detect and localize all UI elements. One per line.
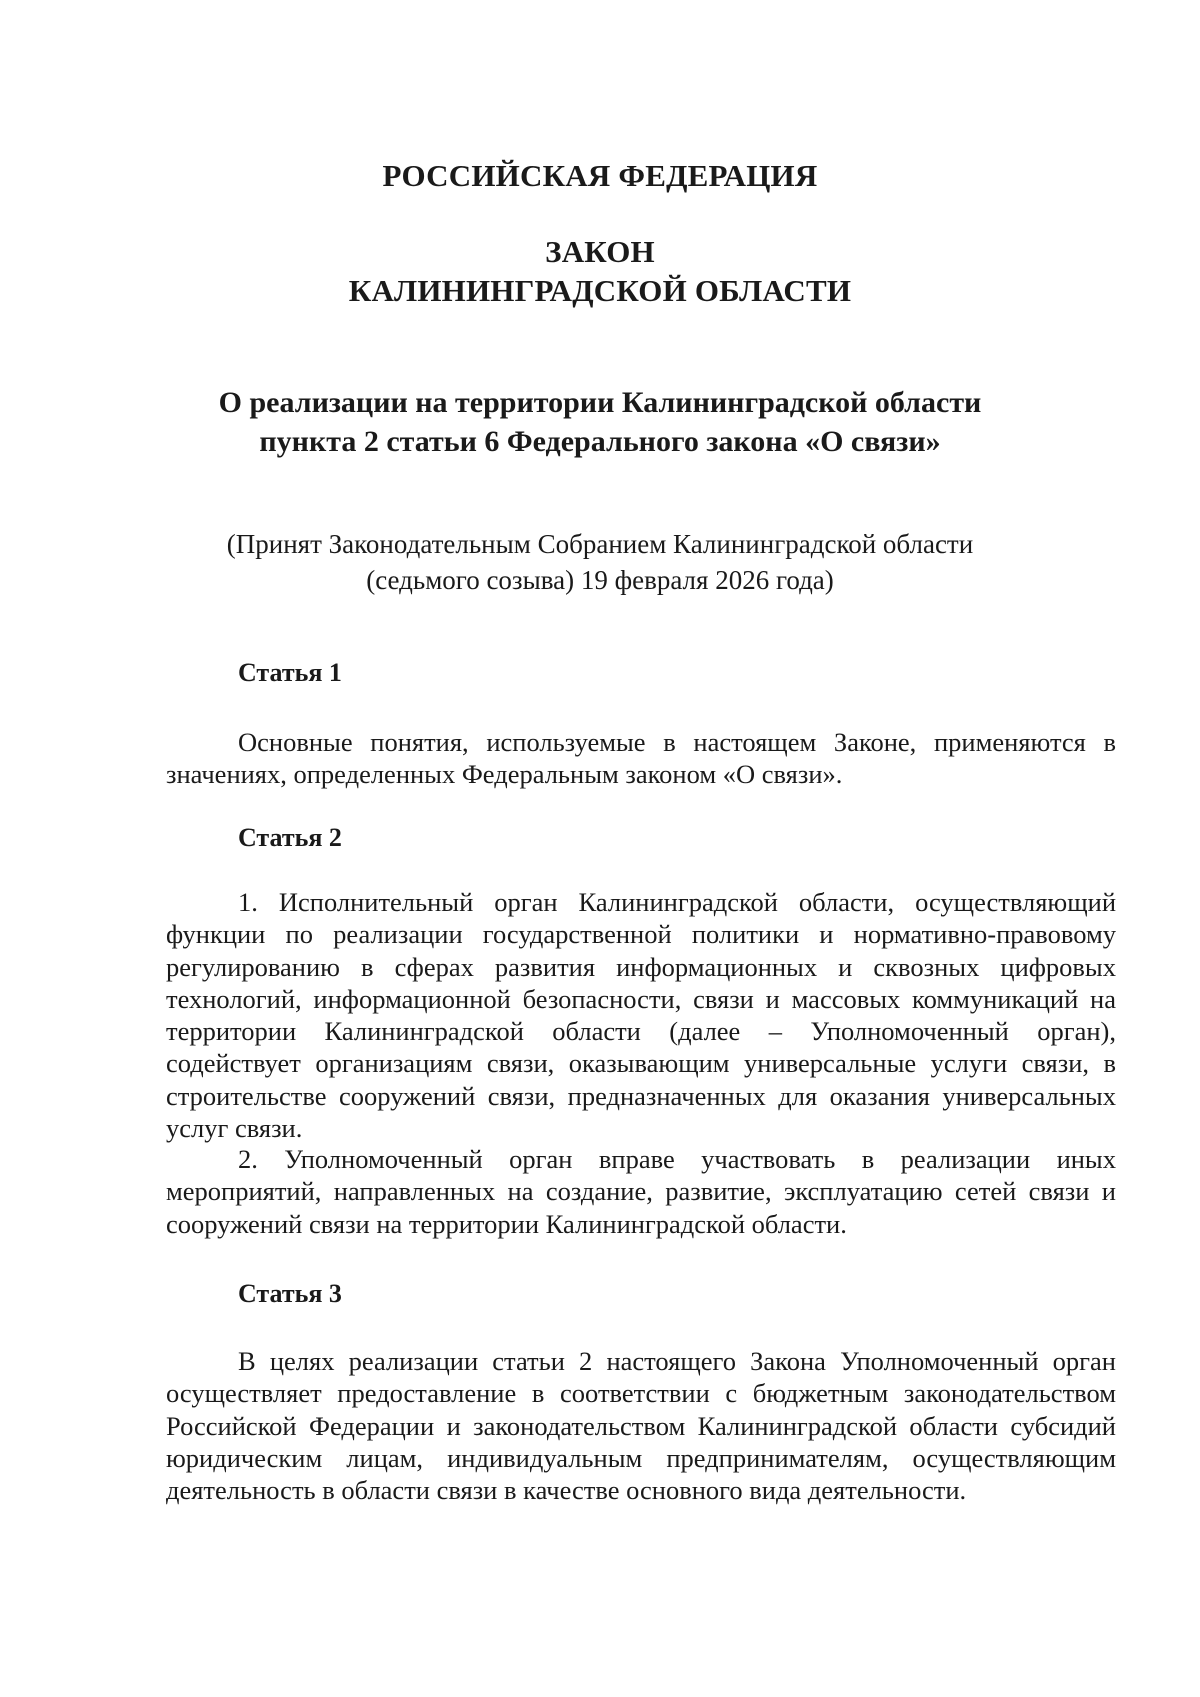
article-1-heading: Статья 1 (238, 658, 342, 687)
article-2-paragraph-2: 2. Уполномоченный орган вправе участвовать в реализации иных мероприятий, направленных на создание, развитие, эксплуатацию сетей связи и сооружений связи на территории Калининградской области. (166, 1144, 1116, 1239)
article-3-paragraph-1: В целях реализации статьи 2 настоящего Закона Уполномоченный орган осуществляет предоставление в соответствии с бюджетным законодательством Российской Федерации и законодательством Калининградской области субсидий юридическим лицам, индивидуальным предпринимателям, осуществляющим деятельность в области связи в качестве основного вида деятельности. (166, 1346, 1116, 1506)
law-title-line-1: О реализации на территории Калининградской области (218, 386, 982, 419)
law-heading: ЗАКОН (545, 234, 655, 269)
region-heading: КАЛИНИНГРАДСКОЙ ОБЛАСТИ (348, 273, 852, 308)
article-2-heading: Статья 2 (238, 823, 342, 852)
adoption-note-line-2: (седьмого созыва) 19 февраля 2026 года) (366, 565, 834, 595)
article-3-heading: Статья 3 (238, 1279, 342, 1308)
article-2-paragraph-1: 1. Исполнительный орган Калининградской области, осуществляющий функции по реализации государственной политики и нормативно-правовому регулированию в сферах развития информационных и сквозных цифровых технологий, информационной безопасности, связи и массовых коммуникаций на территории Калининградской области (далее – Уполномоченный орган), содействует организациям связи, оказывающим универсальные услуги связи, в строительстве сооружений связи, предназначенных для оказания универсальных услуг связи. (166, 887, 1116, 1144)
article-1-paragraph-1: Основные понятия, используемые в настоящем Законе, применяются в значениях, определенных Федеральным законом «О связи». (166, 727, 1116, 790)
adoption-note-line-1: (Принят Законодательным Собранием Калининградской области (226, 529, 974, 559)
law-title-line-2: пункта 2 статьи 6 Федерального закона «О связи» (259, 425, 941, 458)
federation-heading: РОССИЙСКАЯ ФЕДЕРАЦИЯ (382, 158, 818, 193)
